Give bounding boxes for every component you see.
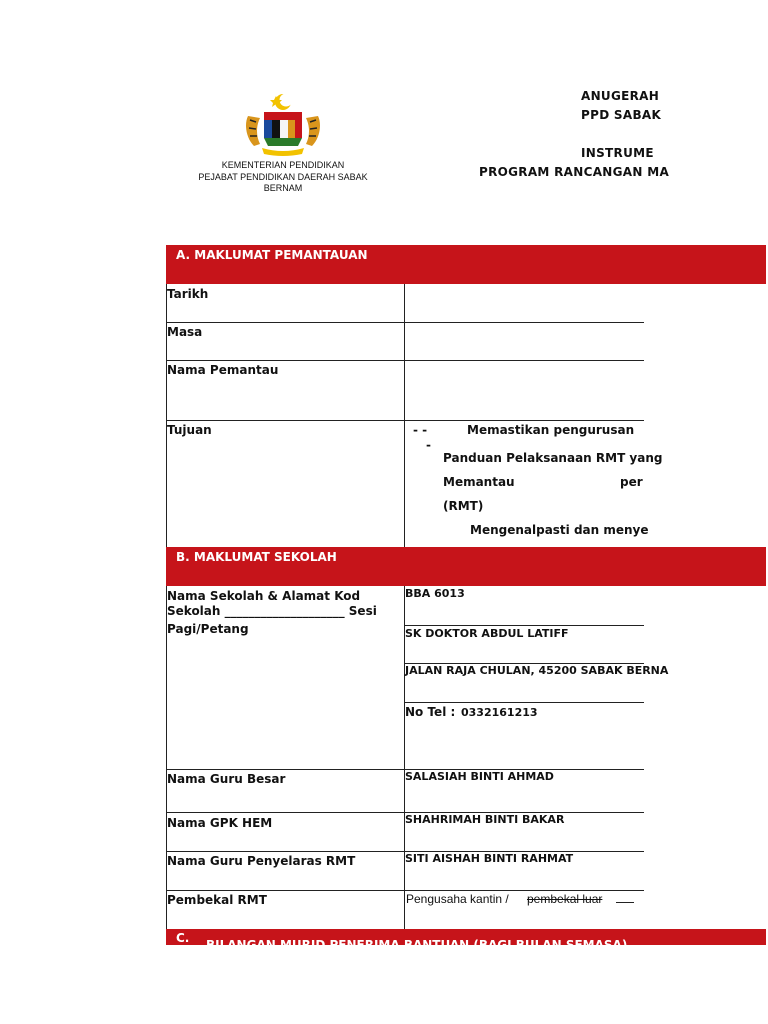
logo-ministry-line: KEMENTERIAN PENDIDIKAN [221, 160, 345, 170]
kod-sekolah-value: BBA 6013 [405, 587, 465, 600]
logo-office-line: PEJABAT PENDIDIKAN DAERAH SABAK BERNAM [198, 172, 368, 193]
penyelaras-value: SITI AISHAH BINTI RAHMAT [405, 852, 574, 865]
school-label-line3: Pagi/Petang [167, 622, 249, 636]
instrument-title: INSTRUME [581, 146, 654, 160]
guru-besar-label: Nama Guru Besar [167, 772, 286, 786]
masa-label: Masa [167, 325, 203, 339]
table-border-left [166, 284, 167, 547]
field-underline [404, 625, 644, 626]
school-label-line1: Nama Sekolah & Alamat Kod [167, 589, 361, 603]
district-title: PPD SABAK [581, 108, 662, 122]
section-c-header-extension [644, 929, 713, 945]
field-underline [404, 702, 644, 703]
award-title: ANUGERAH [581, 89, 660, 103]
tujuan-item-1: Memastikan pengurusan [467, 423, 635, 437]
tujuan-item-3a: Memantau [443, 475, 515, 489]
tujuan-bullet: - [426, 438, 431, 452]
row-divider [166, 360, 644, 361]
school-label-line2: Sekolah ____________________ Sesi [167, 604, 377, 618]
strike-dash [616, 902, 634, 903]
nama-sekolah-value: SK DOKTOR ABDUL LATIFF [405, 627, 569, 640]
section-a-title: A. MAKLUMAT PEMANTAUAN [176, 248, 368, 262]
nama-pemantau-label: Nama Pemantau [167, 363, 279, 377]
program-title: PROGRAM RANCANGAN MA [479, 165, 670, 179]
section-c-title: BILANGAN MURID PENERIMA BANTUAN (BAGI BULAN SEMASA) [206, 938, 628, 952]
tujuan-item-2: Panduan Pelaksanaan RMT yang [443, 451, 663, 465]
penyelaras-label: Nama Guru Penyelaras RMT [167, 854, 356, 868]
section-b-header-extension [644, 547, 713, 586]
row-divider [166, 420, 644, 421]
tujuan-label: Tujuan [167, 423, 212, 437]
gpk-hem-label: Nama GPK HEM [167, 816, 273, 830]
pembekal-label: Pembekal RMT [167, 893, 267, 907]
section-c-number: C. [176, 931, 190, 945]
row-divider [166, 890, 644, 891]
pembekal-option-kantin: Pengusaha kantin / [406, 892, 509, 906]
pembekal-option-luar: pembekal luar [527, 892, 603, 906]
row-divider [166, 322, 644, 323]
tujuan-item-4: (RMT) [443, 499, 484, 513]
section-b-title: B. MAKLUMAT SEKOLAH [176, 550, 337, 564]
table-border-left [166, 586, 167, 929]
tarikh-label: Tarikh [167, 287, 209, 301]
section-a-header-extension [644, 245, 713, 284]
gpk-hem-value: SHAHRIMAH BINTI BAKAR [405, 813, 565, 826]
alamat-value: JALAN RAJA CHULAN, 45200 SABAK BERNA [405, 664, 669, 677]
no-tel-value: 0332161213 [461, 706, 538, 719]
tujuan-item-3b: per [620, 475, 643, 489]
no-tel-label: No Tel : [405, 705, 456, 719]
guru-besar-value: SALASIAH BINTI AHMAD [405, 770, 554, 783]
table-column-divider [404, 284, 405, 547]
tujuan-bullet: - - [413, 423, 428, 437]
tujuan-item-5: Mengenalpasti dan menye [470, 523, 649, 537]
